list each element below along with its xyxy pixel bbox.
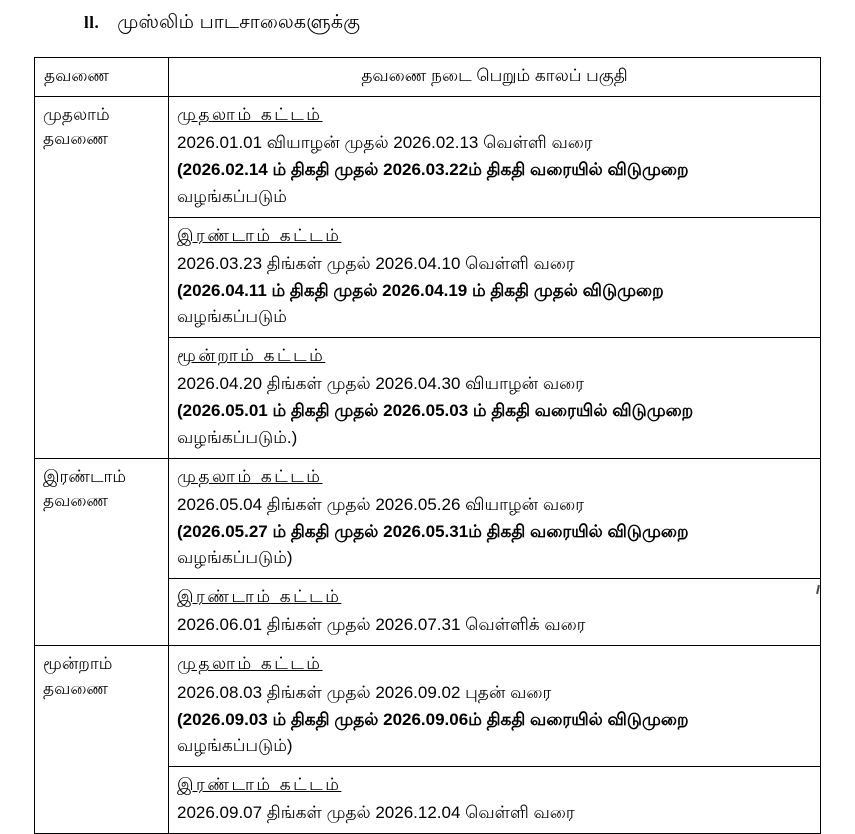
term-name-line1: இரண்டாம் [43, 466, 127, 486]
stage-title: முதலாம் கட்டம் [177, 654, 323, 674]
term-name-line2: தவணை [43, 490, 109, 510]
term-name-cell [35, 458, 169, 646]
section-numeral: ll. [84, 13, 100, 32]
stage-holiday-note-line2: வழங்கப்படும் [177, 307, 287, 326]
column-header-term: தவணை [35, 58, 169, 97]
stage-holiday-note-line2: வழங்கப்படும்) [177, 735, 293, 755]
stage-title: இரண்டாம் கட்டம் [177, 774, 342, 794]
stage-date-range: 2026.05.04 திங்கள் முதல் 2026.05.26 வியாழன் வரை [177, 494, 584, 514]
stage-date-range: 2026.04.20 திங்கள் முதல் 2026.04.30 வியாழன் வரை [177, 374, 584, 394]
stage-cell [169, 458, 821, 579]
stage-title: முதலாம் கட்டம் [177, 105, 323, 125]
stage-cell [169, 338, 821, 459]
stage-title: முதலாம் கட்டம் [177, 466, 323, 486]
stage-holiday-note [177, 279, 812, 329]
stage-date-range: 2026.09.07 திங்கள் முதல் 2026.12.04 வெள்ளி வரை [177, 803, 575, 822]
stage-cell [169, 646, 821, 767]
term-name-line2: தவணை [43, 129, 109, 149]
stage-holiday-note [177, 520, 812, 570]
stage-holiday-note-line1: (2026.02.14 ம் திகதி முதல் 2026.03.22ம் திகதி வரையில் விடுமுறை [177, 160, 689, 180]
stage-holiday-note [177, 158, 812, 208]
stage-holiday-note [177, 399, 812, 449]
term-name-line1: மூன்றாம் [43, 654, 113, 674]
table-row [35, 97, 821, 218]
table-header [35, 58, 821, 97]
section-heading-text: முஸ்லிம் பாடசாலைகளுக்கு [117, 12, 361, 33]
table-body [35, 97, 821, 834]
stage-title: மூன்றாம் கட்டம் [177, 346, 326, 366]
stage-holiday-note-line1: (2026.09.03 ம் திகதி முதல் 2026.09.06ம் திகதி வரையில் விடுமுறை [177, 709, 689, 729]
term-name-line1: முதலாம் [43, 105, 110, 125]
stage-holiday-note-line1: (2026.04.11 ம் திகதி முதல் 2026.04.19 ம் திகதி முதல் விடுமுறை [177, 280, 664, 300]
stage-holiday-note-line2: வழங்கப்படும்.) [177, 427, 298, 447]
stage-cell [169, 579, 821, 646]
stage-date-range: 2026.01.01 வியாழன் முதல் 2026.02.13 வெள்ளி வரை [177, 133, 593, 153]
stage-date-range: 2026.06.01 திங்கள் முதல் 2026.07.31 வெள்ளிக் வரை [177, 615, 586, 635]
stage-title: இரண்டாம் கட்டம் [177, 225, 342, 245]
page-title [84, 12, 360, 36]
stage-cell [169, 766, 821, 833]
term-schedule-table [34, 57, 821, 834]
stage-holiday-note [177, 708, 812, 758]
stage-date-range: 2026.03.23 திங்கள் முதல் 2026.04.10 வெள்ளி வரை [177, 253, 575, 273]
stage-cell [169, 97, 821, 218]
stage-holiday-note-line1: (2026.05.27 ம் திகதி முதல் 2026.05.31ம் திகதி வரையில் விடுமுறை [177, 521, 689, 541]
table-row [35, 458, 821, 579]
term-name-cell [35, 646, 169, 834]
stage-holiday-note-line1: (2026.05.01 ம் திகதி முதல் 2026.05.03 ம் திகதி வரையில் விடுமுறை [177, 401, 694, 421]
term-name-line2: தவணை [43, 678, 109, 698]
table-header-row [35, 58, 821, 97]
column-header-period: தவணை நடை பெறும் காலப் பகுதி [169, 58, 821, 97]
stage-date-range: 2026.08.03 திங்கள் முதல் 2026.09.02 புதன் வரை [177, 682, 552, 702]
table-row [35, 646, 821, 767]
stage-holiday-note-line2: வழங்கப்படும்) [177, 548, 293, 567]
stage-holiday-note-line2: வழங்கப்படும் [177, 186, 287, 206]
term-name-cell [35, 97, 169, 459]
stage-cell [169, 217, 821, 338]
stage-title: இரண்டாம் கட்டம் [177, 587, 342, 607]
